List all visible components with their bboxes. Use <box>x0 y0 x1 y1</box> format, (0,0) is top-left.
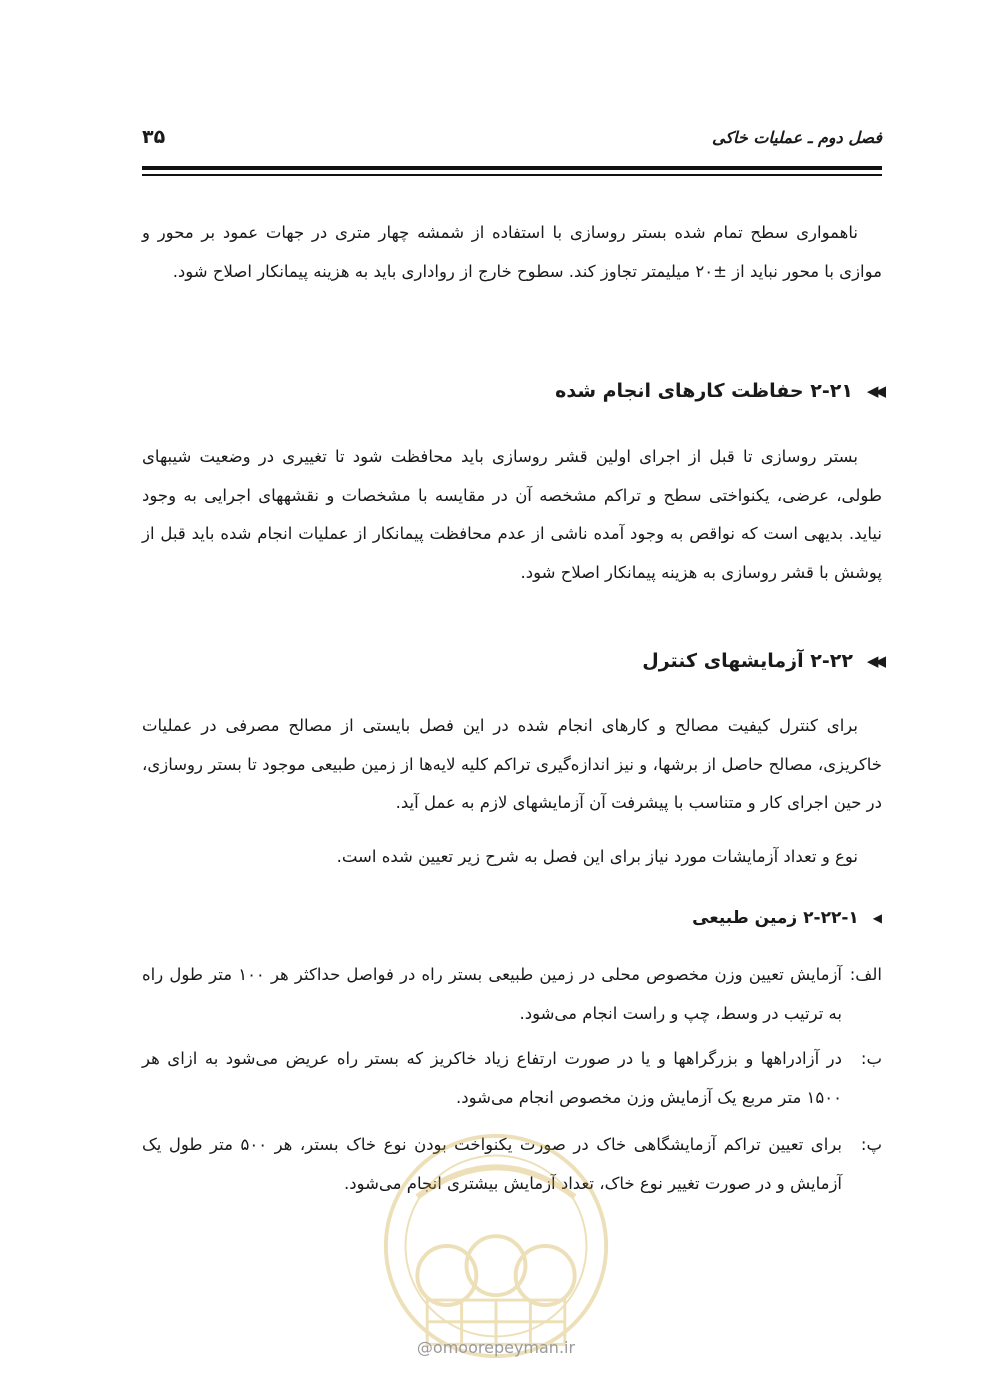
section-21-body: بستر روسازی تا قبل از اجرای اولین قشر روسازی باید محافظت شود تا تغییری در وضعیت شیبهای طولی، عرضی، یکنواختی سطح و تراکم مشخصه آن در مقایسه با مشخصات و نقشههای اجرایی به وجود نیاید. بدیهی است که نواقص به وجود آمده ناشی از عدم محافظت پیمانکار از عملیات انجام شده باید قبل از پوشش با قشر روسازی به هزینه پیمانکار اصلاح شود. <box>142 447 882 582</box>
section-22-body: برای کنترل کیفیت مصالح و کارهای انجام شده در این فصل بایستی از مصالح مصرفی در عملیات خاکریزی، مصالح حاصل از برشها، و نیز اندازه‌گیری تراکم کلیه لایه‌ها از زمین طبیعی موجود تا بستر روسازی، در حین اجرای کار و متناسب با پیشرفت آن آزمایشهای لازم به عمل آید. <box>142 716 882 812</box>
section-heading-22 <box>642 650 882 672</box>
list-item-label: پ: <box>860 1135 882 1154</box>
double-arrow-icon: ◀◀ <box>866 652 882 670</box>
subsection-title: ۲-۲۲-۱ زمین طبیعی <box>692 908 859 928</box>
list-item-text: برای تعیین تراکم آزمایشگاهی خاک در صورت یکنواخت بودن نوع خاک بستر، هر ۵۰۰ متر طول یک آزمایش و در صورت تغییر نوع خاک، تعداد آزمایش بیشتری انجام می‌شود. <box>142 1135 842 1193</box>
list-item-label: ب: <box>860 1049 882 1068</box>
running-header <box>142 128 882 158</box>
intro-paragraph: ناهمواری سطح تمام شده بستر روسازی با استفاده از شمشه چهار متری در جهات عمود بر محور و موازی با محور نباید از ±۲۰ میلیمتر تجاوز کند. سطوح خارج از رواداری باید به هزینه پیمانکار اصلاح شود. <box>142 223 882 281</box>
page-number: ۳۵ <box>142 126 166 148</box>
watermark-seal-icon <box>378 1128 614 1364</box>
header-rule-thin <box>142 174 882 176</box>
double-arrow-icon: ◀◀ <box>866 382 882 400</box>
section-title: ۲-۲۲ آزمایشهای کنترل <box>642 650 853 672</box>
header-rule-thick <box>142 166 882 170</box>
watermark-site-text: @omoorepeyman.ir <box>416 1338 576 1357</box>
section-heading-21 <box>555 380 882 402</box>
list-item-text: آزمایش تعیین وزن مخصوص محلی در زمین طبیعی بستر راه در فواصل حداکثر هر ۱۰۰ متر طول راه به ترتیب در وسط، چپ و راست انجام می‌شود. <box>142 965 843 1023</box>
list-item <box>142 1040 882 1117</box>
arrow-icon: ◀ <box>872 911 882 925</box>
subsection-heading-22-1 <box>692 908 882 928</box>
section-title: ۲-۲۱ حفاظت کارهای انجام شده <box>555 380 853 402</box>
list-item <box>142 956 882 1033</box>
chapter-title: فصل دوم ـ عملیات خاکی <box>712 128 882 147</box>
list-item-text: در آزادراهها و بزرگراهها و یا در صورت ارتفاع زیاد خاکریز که بستر راه عریض می‌شود به ازای هر ۱۵۰۰ متر مربع یک آزمایش وزن مخصوص انجام می‌شود. <box>142 1049 842 1107</box>
list-item-label: الف: <box>849 965 882 984</box>
section-22-body-2: نوع و تعداد آزمایشات مورد نیاز برای این فصل به شرح زیر تعیین شده است. <box>336 847 858 866</box>
